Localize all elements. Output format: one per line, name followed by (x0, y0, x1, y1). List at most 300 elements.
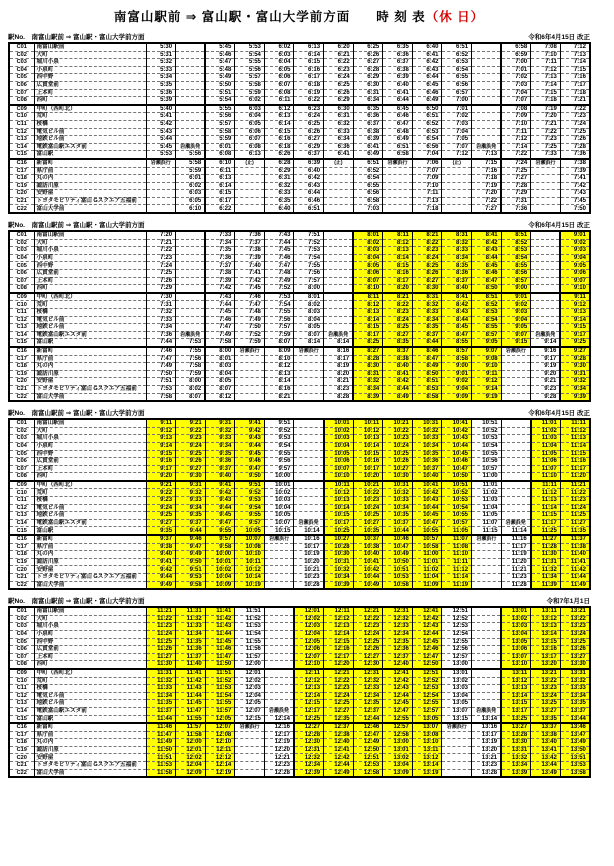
time-cell (146, 182, 176, 190)
time-cell: 8:04 (294, 316, 324, 324)
time-cell: 11:09 (412, 581, 442, 589)
time-cell (294, 355, 324, 363)
time-cell: 12:32 (294, 754, 324, 762)
time-cell: 11:39 (531, 581, 561, 589)
station-name-cell: 富山大学前 (34, 393, 146, 401)
title-holiday-badge: （休 日） (425, 10, 485, 24)
time-cell: 9:25 (560, 339, 590, 347)
time-cell: 7:49 (205, 331, 235, 339)
time-cell: 6:51 (412, 113, 442, 121)
station-no-cell: C04 (9, 630, 34, 638)
time-cell (235, 731, 265, 739)
time-cell: 9:19 (531, 363, 561, 371)
time-cell: 7:52 (264, 285, 294, 293)
table-row (9, 450, 590, 458)
time-cell: 10:35 (383, 512, 413, 520)
time-cell: 12:35 (383, 638, 413, 646)
station-no-cell: C03 (9, 623, 34, 631)
time-cell: 9:22 (146, 489, 176, 497)
time-cell (472, 653, 502, 661)
time-cell: 13:05 (501, 638, 531, 646)
time-cell (146, 197, 176, 205)
time-cell: 11:30 (146, 661, 176, 669)
time-cell: 7:10 (501, 120, 531, 128)
time-cell: 5:47 (205, 59, 235, 67)
block-header (8, 32, 590, 41)
time-cell: 12:54 (412, 692, 442, 700)
table-row (9, 465, 590, 473)
table-row (9, 769, 590, 777)
time-cell (501, 512, 531, 520)
station-no-cell: C15 (9, 339, 34, 347)
time-cell: 7:28 (560, 143, 590, 151)
time-cell: 8:52 (472, 301, 502, 309)
time-cell: 8:10 (353, 285, 383, 293)
time-cell: 6:18 (264, 143, 294, 151)
time-cell (235, 385, 265, 393)
time-cell: 8:14 (353, 316, 383, 324)
time-cell (235, 393, 265, 401)
time-cell: 12:11 (324, 607, 354, 615)
time-cell: 10:37 (383, 519, 413, 527)
destination-note-cell: 岩瀬浜行 (235, 347, 265, 355)
time-cell: 13:28 (501, 731, 531, 739)
time-cell (324, 309, 354, 317)
station-name-cell: 西中野 (34, 74, 146, 82)
time-cell: 8:54 (501, 254, 531, 262)
time-cell: 10:05 (324, 450, 354, 458)
time-cell (501, 427, 531, 435)
table-row (9, 707, 590, 715)
time-cell: 9:05 (472, 339, 502, 347)
time-cell: 7:42 (235, 277, 265, 285)
time-cell: 10:17 (353, 465, 383, 473)
time-cell: 12:15 (294, 700, 324, 708)
time-cell: 7:55 (294, 262, 324, 270)
table-row (9, 66, 590, 74)
timetable-grid (8, 606, 591, 778)
time-cell (235, 182, 265, 190)
station-name-cell: 上本町 (34, 465, 146, 473)
time-cell: 6:03 (176, 190, 206, 198)
time-cell (235, 363, 265, 371)
time-cell: 5:58 (205, 128, 235, 136)
time-cell: 7:27 (472, 205, 502, 213)
time-cell: 7:15 (472, 159, 502, 167)
time-cell: 11:24 (560, 504, 590, 512)
time-cell (472, 89, 502, 97)
time-cell: 12:43 (412, 623, 442, 631)
time-cell: 10:01 (264, 481, 294, 489)
time-cell: 9:22 (176, 427, 206, 435)
time-cell: 6:54 (442, 66, 472, 74)
time-cell (264, 661, 294, 669)
time-cell: 6:36 (353, 113, 383, 121)
time-cell: 10:52 (442, 489, 472, 497)
time-cell: 8:24 (383, 316, 413, 324)
time-cell: 13:27 (531, 707, 561, 715)
time-cell (235, 754, 265, 762)
time-cell: 12:47 (353, 731, 383, 739)
time-cell: 5:48 (205, 66, 235, 74)
title-route: 南富山駅前 ⇒ 富山駅・富山大学前方面 (113, 10, 351, 24)
time-cell: 6:45 (383, 105, 413, 113)
time-cell: 8:12 (264, 363, 294, 371)
time-cell: 8:15 (353, 324, 383, 332)
time-cell: 8:53 (412, 385, 442, 393)
time-cell: 7:22 (472, 197, 502, 205)
time-cell: 7:16 (560, 74, 590, 82)
time-cell: 12:51 (412, 669, 442, 677)
time-cell: 10:16 (353, 458, 383, 466)
time-cell (176, 277, 206, 285)
time-cell: 13:23 (560, 623, 590, 631)
time-cell: 6:10 (205, 159, 235, 167)
time-cell: 7:36 (205, 254, 235, 262)
time-cell: 6:26 (324, 89, 354, 97)
time-cell (531, 231, 561, 239)
time-cell (264, 543, 294, 551)
table-row (9, 481, 590, 489)
time-cell: 11:10 (442, 551, 472, 559)
time-cell: 12:58 (353, 769, 383, 777)
time-cell: 11:44 (205, 630, 235, 638)
destination-note-cell: (止) (324, 159, 354, 167)
time-cell: 9:57 (264, 465, 294, 473)
time-cell: 10:27 (383, 465, 413, 473)
time-cell: 10:35 (353, 527, 383, 535)
time-cell: 6:52 (412, 120, 442, 128)
time-cell: 6:13 (235, 151, 265, 159)
table-row (9, 489, 590, 497)
time-cell: 11:07 (472, 519, 502, 527)
time-cell: 7:59 (264, 331, 294, 339)
time-cell: 12:31 (383, 607, 413, 615)
time-cell: 10:54 (472, 442, 502, 450)
time-cell: 11:21 (501, 566, 531, 574)
time-cell: 10:12 (235, 566, 265, 574)
time-cell (176, 239, 206, 247)
time-cell: 7:55 (264, 309, 294, 317)
time-cell (324, 239, 354, 247)
time-cell: 7:21 (531, 120, 561, 128)
time-cell (176, 89, 206, 97)
table-row (9, 581, 590, 589)
time-cell: 7:38 (235, 247, 265, 255)
time-cell: 12:02 (176, 754, 206, 762)
destination-note-cell: 岩瀬浜行 (531, 159, 561, 167)
time-cell: 9:44 (205, 504, 235, 512)
time-cell: 12:53 (412, 685, 442, 693)
time-cell: 10:14 (235, 574, 265, 582)
time-cell: 7:44 (264, 239, 294, 247)
time-cell: 11:37 (146, 707, 176, 715)
time-cell: 13:24 (560, 630, 590, 638)
time-cell: 10:14 (353, 442, 383, 450)
time-cell (531, 197, 561, 205)
time-cell: 11:17 (501, 543, 531, 551)
time-cell: 8:35 (442, 262, 472, 270)
time-cell: 10:47 (442, 465, 472, 473)
time-cell: 9:23 (531, 385, 561, 393)
time-cell: 11:14 (560, 442, 590, 450)
table-row (9, 623, 590, 631)
time-cell: 11:15 (560, 450, 590, 458)
time-cell: 9:32 (560, 378, 590, 386)
time-cell: 6:40 (383, 81, 413, 89)
time-cell: 7:54 (294, 254, 324, 262)
time-cell: 10:19 (235, 581, 265, 589)
time-cell: 12:30 (294, 739, 324, 747)
time-cell: 11:44 (560, 574, 590, 582)
time-cell: 11:32 (531, 566, 561, 574)
time-cell: 8:30 (412, 285, 442, 293)
time-cell: 7:22 (531, 128, 561, 136)
time-cell: 7:40 (235, 262, 265, 270)
time-cell: 12:04 (235, 692, 265, 700)
time-cell: 6:01 (176, 175, 206, 183)
time-cell (294, 393, 324, 401)
time-cell: 11:23 (501, 574, 531, 582)
time-cell: 9:31 (176, 481, 206, 489)
time-cell: 10:53 (383, 574, 413, 582)
table-row (9, 159, 590, 167)
time-cell: 10:32 (412, 427, 442, 435)
time-cell: 12:28 (264, 769, 294, 777)
station-name-cell: 富山大学前 (34, 581, 146, 589)
station-no-cell: C01 (16, 232, 27, 239)
time-cell: 8:21 (383, 293, 413, 301)
time-cell: 11:57 (176, 723, 206, 731)
time-cell: 6:29 (294, 143, 324, 151)
station-name-cell: 地鉄ビル前 (34, 136, 146, 144)
time-cell: 9:33 (205, 435, 235, 443)
station-name-cell: 大町 (34, 615, 146, 623)
time-cell: 9:42 (235, 427, 265, 435)
table-row (9, 190, 590, 198)
table-row (9, 607, 590, 615)
time-cell: 6:04 (235, 113, 265, 121)
time-cell: 10:20 (353, 473, 383, 481)
station-name-cell: 県庁前 (34, 731, 146, 739)
time-cell: 8:05 (294, 324, 324, 332)
time-cell: 8:58 (442, 355, 472, 363)
time-cell: 8:33 (442, 247, 472, 255)
time-cell: 7:04 (412, 151, 442, 159)
station-name-cell: 中町（西町北） (34, 481, 146, 489)
time-cell: 8:49 (412, 363, 442, 371)
time-cell: 5:49 (205, 74, 235, 82)
time-cell: 7:36 (501, 205, 531, 213)
time-cell: 13:37 (560, 707, 590, 715)
time-cell: 6:59 (501, 51, 531, 59)
time-cell (442, 197, 472, 205)
time-cell (442, 739, 472, 747)
station-no-cell: C21 (9, 762, 34, 770)
time-cell: 9:52 (264, 427, 294, 435)
time-cell: 9:00 (501, 285, 531, 293)
time-cell: 12:44 (383, 692, 413, 700)
time-cell: 7:53 (294, 247, 324, 255)
time-cell: 12:42 (383, 677, 413, 685)
time-cell: 10:27 (353, 519, 383, 527)
time-cell: 9:56 (264, 458, 294, 466)
station-name-cell: 電気ビル前 (34, 692, 146, 700)
time-cell: 11:38 (560, 543, 590, 551)
time-cell: 10:32 (383, 489, 413, 497)
station-no-cell: C17 (9, 543, 34, 551)
time-cell: 7:17 (560, 81, 590, 89)
station-no-cell: C02 (9, 51, 34, 59)
time-cell: 8:14 (264, 378, 294, 386)
time-cell: 9:11 (560, 293, 590, 301)
time-cell: 8:36 (442, 270, 472, 278)
time-cell: 11:27 (146, 653, 176, 661)
time-cell (176, 120, 206, 128)
table-row (9, 347, 590, 355)
time-cell: 10:23 (383, 435, 413, 443)
time-cell: 9:14 (472, 385, 502, 393)
time-cell: 11:17 (531, 519, 561, 527)
time-cell: 12:58 (383, 731, 413, 739)
time-cell: 9:35 (146, 527, 176, 535)
time-cell: 8:21 (264, 393, 294, 401)
station-no-cell: C06 (9, 81, 34, 89)
time-cell: 10:10 (324, 473, 354, 481)
time-cell (383, 182, 413, 190)
time-cell (235, 190, 265, 198)
time-cell: 8:23 (324, 385, 354, 393)
time-cell: 6:01 (205, 143, 235, 151)
time-cell: 9:44 (235, 442, 265, 450)
time-cell: 12:39 (294, 769, 324, 777)
time-cell: 10:57 (472, 465, 502, 473)
time-cell: 12:27 (294, 723, 324, 731)
time-cell: 12:09 (176, 769, 206, 777)
time-cell: 10:33 (383, 497, 413, 505)
time-cell: 10:31 (412, 419, 442, 427)
time-cell: 12:22 (353, 615, 383, 623)
table-row (9, 363, 590, 371)
time-cell: 6:26 (294, 128, 324, 136)
time-cell: 13:25 (501, 715, 531, 723)
time-cell: 8:23 (383, 309, 413, 317)
time-cell (324, 316, 354, 324)
block-header-revision-date: 令和7年1月1日 (546, 598, 590, 606)
time-cell: 7:26 (560, 136, 590, 144)
time-cell: 9:51 (235, 481, 265, 489)
time-cell: 13:14 (472, 715, 502, 723)
table-row (9, 316, 590, 324)
time-cell: 11:55 (205, 700, 235, 708)
time-cell (235, 370, 265, 378)
time-cell: 7:37 (235, 239, 265, 247)
time-cell (324, 190, 354, 198)
block-header-route: 駅No. 南富山駅前 ⇒ 富山駅・富山大学前方面 (8, 410, 145, 418)
time-cell: 12:51 (353, 754, 383, 762)
time-cell: 12:12 (205, 754, 235, 762)
time-cell: 12:19 (205, 769, 235, 777)
time-cell: 9:34 (205, 442, 235, 450)
time-cell: 7:16 (472, 167, 502, 175)
time-cell: 7:23 (146, 254, 176, 262)
time-cell: 12:24 (324, 692, 354, 700)
time-cell: 12:41 (412, 607, 442, 615)
time-cell: 10:02 (324, 427, 354, 435)
time-cell: 7:23 (560, 113, 590, 121)
time-cell: 10:41 (412, 481, 442, 489)
time-cell: 8:15 (383, 262, 413, 270)
time-cell (176, 254, 206, 262)
time-cell: 6:57 (442, 89, 472, 97)
time-cell: 5:59 (205, 136, 235, 144)
station-no-cell: C06 (9, 270, 34, 278)
time-cell: 13:50 (560, 746, 590, 754)
time-cell (442, 190, 472, 198)
time-cell: 12:14 (324, 630, 354, 638)
time-cell: 12:21 (264, 754, 294, 762)
time-cell: 13:32 (560, 677, 590, 685)
destination-note-cell: 岩瀬浜発 (176, 331, 206, 339)
time-cell: 7:49 (235, 316, 265, 324)
time-cell: 9:50 (176, 558, 206, 566)
time-cell: 11:49 (560, 581, 590, 589)
time-cell: 7:46 (146, 347, 176, 355)
time-cell: 8:40 (442, 285, 472, 293)
time-cell: 12:01 (294, 607, 324, 615)
table-row (9, 442, 590, 450)
time-cell: 8:25 (412, 262, 442, 270)
time-cell: 10:20 (294, 558, 324, 566)
station-no-cell: C06 (9, 646, 34, 654)
time-cell: 6:43 (294, 182, 324, 190)
time-cell: 10:00 (205, 551, 235, 559)
time-cell: 7:50 (235, 324, 265, 332)
time-cell: 12:55 (412, 700, 442, 708)
timetable-blocks-container (8, 32, 614, 778)
time-cell: 10:17 (294, 543, 324, 551)
time-cell: 6:08 (205, 151, 235, 159)
time-cell: 9:04 (501, 316, 531, 324)
station-name-cell: 上本町 (34, 89, 146, 97)
destination-note-cell: 岩瀬浜行 (472, 535, 502, 543)
time-cell: 6:30 (324, 105, 354, 113)
time-cell: 12:11 (294, 669, 324, 677)
time-cell: 13:17 (472, 731, 502, 739)
time-cell: 9:37 (176, 519, 206, 527)
time-cell (294, 363, 324, 371)
table-row (9, 59, 590, 67)
time-cell: 7:21 (146, 239, 176, 247)
time-cell: 5:53 (146, 151, 176, 159)
station-name-cell: 西町 (34, 285, 146, 293)
time-cell: 7:52 (235, 331, 265, 339)
time-cell: 13:27 (501, 723, 531, 731)
table-row (9, 427, 590, 435)
time-cell (235, 769, 265, 777)
time-cell: 9:51 (176, 566, 206, 574)
time-cell: 8:55 (442, 339, 472, 347)
time-cell: 7:02 (501, 74, 531, 82)
time-cell: 11:11 (560, 419, 590, 427)
time-cell: 11:01 (472, 481, 502, 489)
time-cell (294, 512, 324, 520)
station-name-cell: 大町 (34, 427, 146, 435)
time-cell: 8:13 (264, 370, 294, 378)
time-cell: 9:54 (235, 504, 265, 512)
time-cell: 11:24 (146, 630, 176, 638)
time-cell: 10:38 (353, 543, 383, 551)
